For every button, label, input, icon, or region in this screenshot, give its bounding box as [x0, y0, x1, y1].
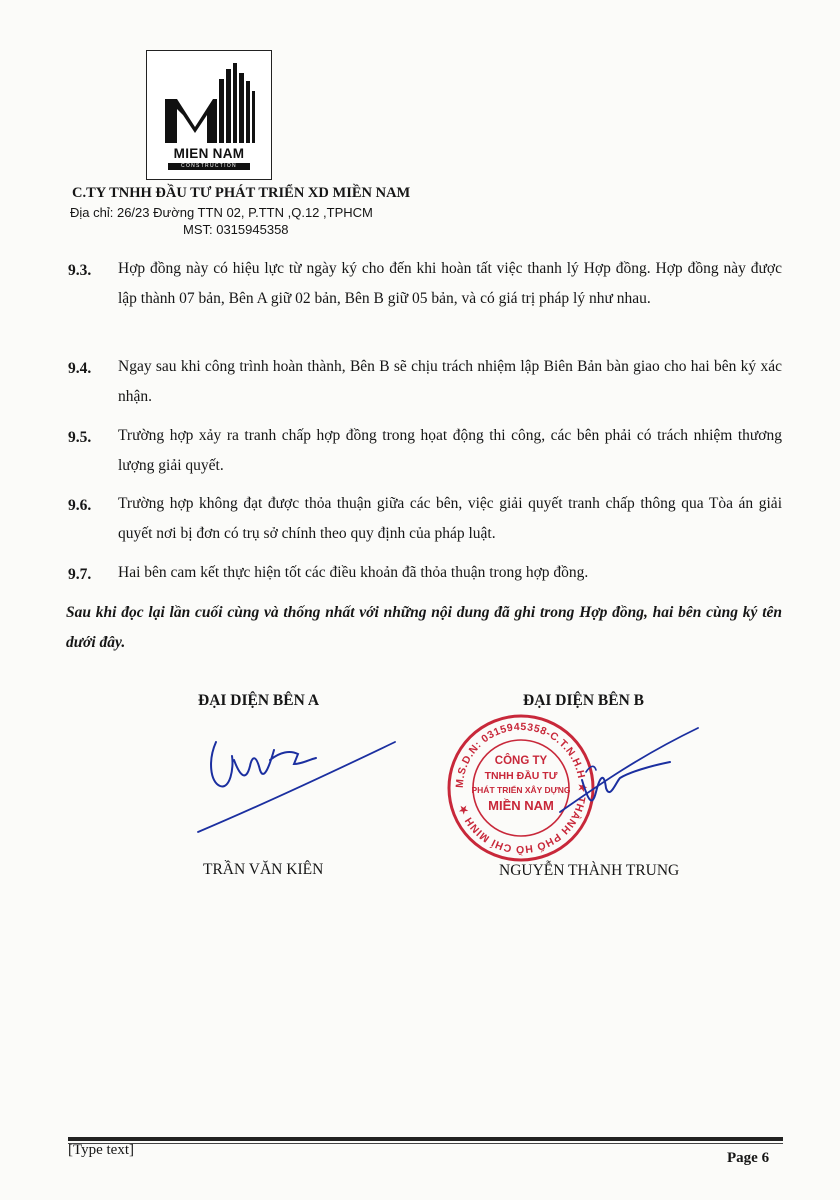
logo-building-icon — [147, 51, 273, 181]
clause-text: Trường hợp xảy ra tranh chấp hợp đồng trong họat động thi công, các bên phải có trách nhiệm thương lượng giải quyết. — [118, 427, 782, 474]
clause-number: 9.7. — [68, 566, 92, 583]
company-logo — [146, 50, 272, 180]
logo-text: MIEN NAM — [173, 146, 245, 161]
company-name: C.TY TNHH ĐẦU TƯ PHÁT TRIỂN XD MIỀN NAM — [72, 185, 411, 201]
party-b-label: ĐẠI DIỆN BÊN B — [523, 692, 645, 709]
stamp-line-1: CÔNG TY — [494, 755, 548, 767]
clause-text: Trường hợp không đạt được thỏa thuận giữa các bên, việc giải quyết tranh chấp thông qua Tòa án giải quyết nơi bị đơn có trụ sở chính theo quy định của pháp luật. — [118, 495, 782, 542]
logo-subtext: CONSTRUCTION — [168, 163, 250, 170]
party-a-name: TRẦN VĂN KIÊN — [203, 861, 324, 878]
stamp-line-3: PHÁT TRIỂN XÂY DỰNG — [471, 785, 571, 795]
party-a-label: ĐẠI DIỆN BÊN A — [198, 692, 320, 709]
footer-rule — [68, 1137, 783, 1141]
clause-text: Hai bên cam kết thực hiện tốt các điều khoản đã thỏa thuận trong hợp đồng. — [118, 564, 589, 581]
page-number: Page 6 — [727, 1150, 770, 1166]
stamp-line-4: MIỀN NAM — [488, 798, 554, 813]
company-address: Địa chỉ: 26/23 Đường TTN 02, P.TTN ,Q.12 ,TPHCM — [70, 205, 373, 220]
party-a-signature — [190, 720, 400, 840]
stamp-line-2: TNHH ĐẦU TƯ — [484, 770, 558, 782]
clause-text: Hợp đồng này có hiệu lực từ ngày ký cho đến khi hoàn tất việc thanh lý Hợp đồng. Hợp đồng này được lập thành 07 bản, Bên A giữ 02 bản, Bên B giữ 05 bản, và có giá trị pháp lý như nhau. — [118, 260, 782, 307]
clause-number: 9.3. — [68, 262, 92, 279]
party-b-name: NGUYỄN THÀNH TRUNG — [499, 862, 680, 879]
footer-rule-thin — [68, 1143, 783, 1144]
party-b-signature — [530, 712, 700, 832]
clause-number: 9.5. — [68, 429, 92, 446]
tax-id: MST: 0315945358 — [183, 222, 289, 237]
clause-text: Ngay sau khi công trình hoàn thành, Bên B sẽ chịu trách nhiệm lập Biên Bản bàn giao cho hai bên ký xác nhận. — [118, 358, 782, 405]
closing-statement: Sau khi đọc lại lần cuối cùng và thống nhất với những nội dung đã ghi trong Hợp đồng, hai bên cùng ký tên dưới đây. — [66, 604, 782, 651]
footer-placeholder: [Type text] — [68, 1142, 135, 1158]
clause-number: 9.4. — [68, 360, 92, 377]
stamp-ring-text: M.S.D.N: 0315945358-C.T.N.H.H ★ THÀNH PHỐ HỒ CHÍ MINH ★ — [453, 720, 589, 856]
clause-number: 9.6. — [68, 497, 92, 514]
